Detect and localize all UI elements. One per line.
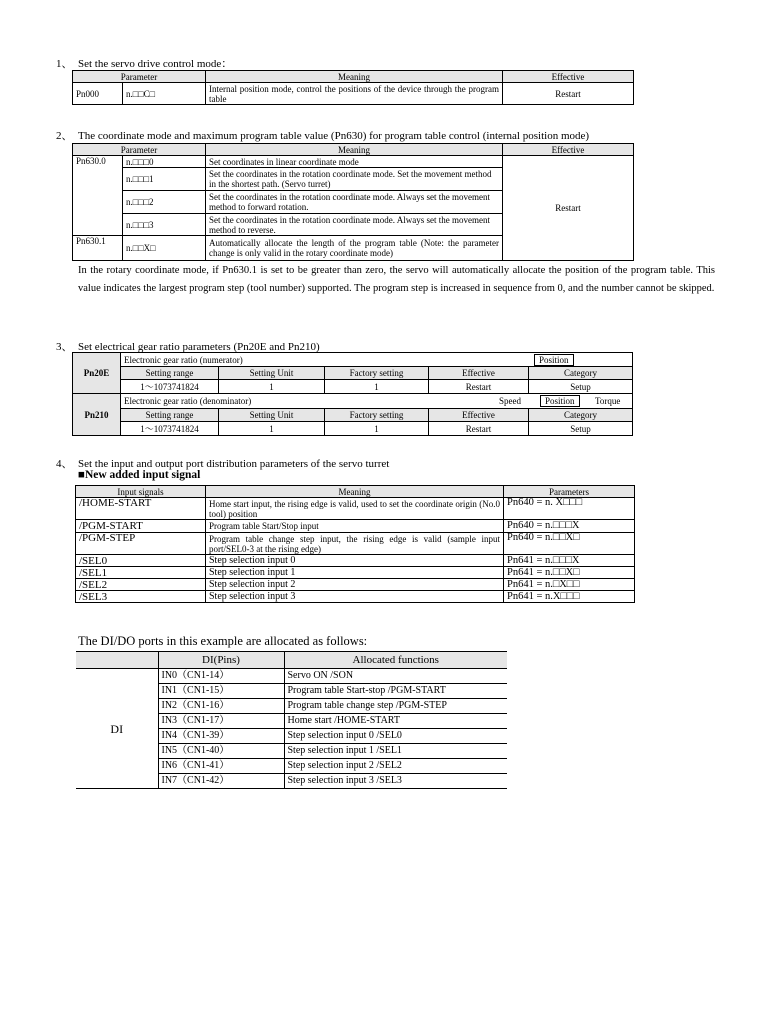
gear-ratio-table: Pn20E Electronic gear ratio (numerator) Position Setting range Setting Unit Factory setting Effective Category 1～1073741824 1 1 Restart Setup Pn210 Electronic gear ratio (denominator) Speed Position Torque Setting range Setting Unit Factory setting Effective Category 1～1073741824 1 1 Restart Setup [72,352,633,436]
pn210-label: Pn210 [73,394,121,436]
section-3-heading: 3、 Set electrical gear ratio parameters (Pn20E and Pn210) [56,341,320,353]
pn20e-label: Pn20E [73,353,121,394]
di-allocation-heading: The DI/DO ports in this example are allocated as follows: [78,634,368,648]
section-1-heading: 1、 Set the servo drive control mode： [56,58,233,70]
section-2-heading: 2、 The coordinate mode and maximum program table value (Pn630) for program table control (internal position mode) [56,130,590,142]
coordinate-mode-table: Parameter Meaning Effective Pn630.0 n.□□□0 Set coordinates in linear coordinate mode Restart n.□□□1 Set the coordinates in the rotation coordinate mode. Set the movement method in the shortest path. (Servo turret) n.□□□2 Set the coordinates in the rotation coordinate mode. Always set the movement method to forward rotation. n.□□□3 Set the coordinates in the rotation coordinate mode. Always set the movement method to reverse. Pn630.1 n.□□X□ Automatically allocate the length of the program table (Note: the parameter change is only valid in the rotary coordinate mode) [72,143,634,261]
rotary-mode-note: In the rotary coordinate mode, if Pn630.1 is set to be greater than zero, the servo will automatically allocate the position of the program table. This value indicates the largest program step (tool number) supported. The program step is increased in sequence from 0, and the number cannot be skipped. [78,265,715,294]
control-mode-table: Parameter Meaning Effective Pn000 n.□□C□ Internal position mode, control the positions of the device through the program table Restart [72,70,634,105]
di-group-label: DI [76,669,158,789]
new-input-signal-subtitle: ■New added input signal [78,469,201,481]
section-4-heading: 4、 Set the input and output port distribution parameters of the servo turret [56,458,390,470]
input-signal-table: Input signals Meaning Parameters /HOME-START Home start input, the rising edge is valid, used to set the coordinate origin (No.0 tool) position Pn640 = n. X□□□ /PGM-START Program table Start/Stop input Pn640 = n.□□□X /PGM-STEP Program table change step input, the rising edge is valid (sample input port/SEL0-3 at the rising edge) Pn640 = n.□□X□ /SEL0 Step selection input 0 Pn641 = n.□□□X /SEL1 Step selection input 1 Pn641 = n.□□X□ /SEL2 Step selection input 2 Pn641 = n.□X□□ /SEL3 Step selection input 3 Pn641 = n.X□□□ [75,485,635,603]
position-tag: Position [534,354,574,366]
di-allocation-table: DI(Pins) Allocated functions DI IN0（CN1-14） Servo ON /SON IN1（CN1-15） Program table Start-stop /PGM-START IN2（CN1-16） Program table change step /PGM-STEP IN3（CN1-17） Home start /HOME-START IN4（CN1-39） Step selection input 0 /SEL0 IN5（CN1-40） Step selection input 1 /SEL1 IN6（CN1-41） Step selection input 2 /SEL2 IN7（CN1-42） Step selection input 3 /SEL3 [76,651,507,789]
position-tag: Position [540,395,580,407]
